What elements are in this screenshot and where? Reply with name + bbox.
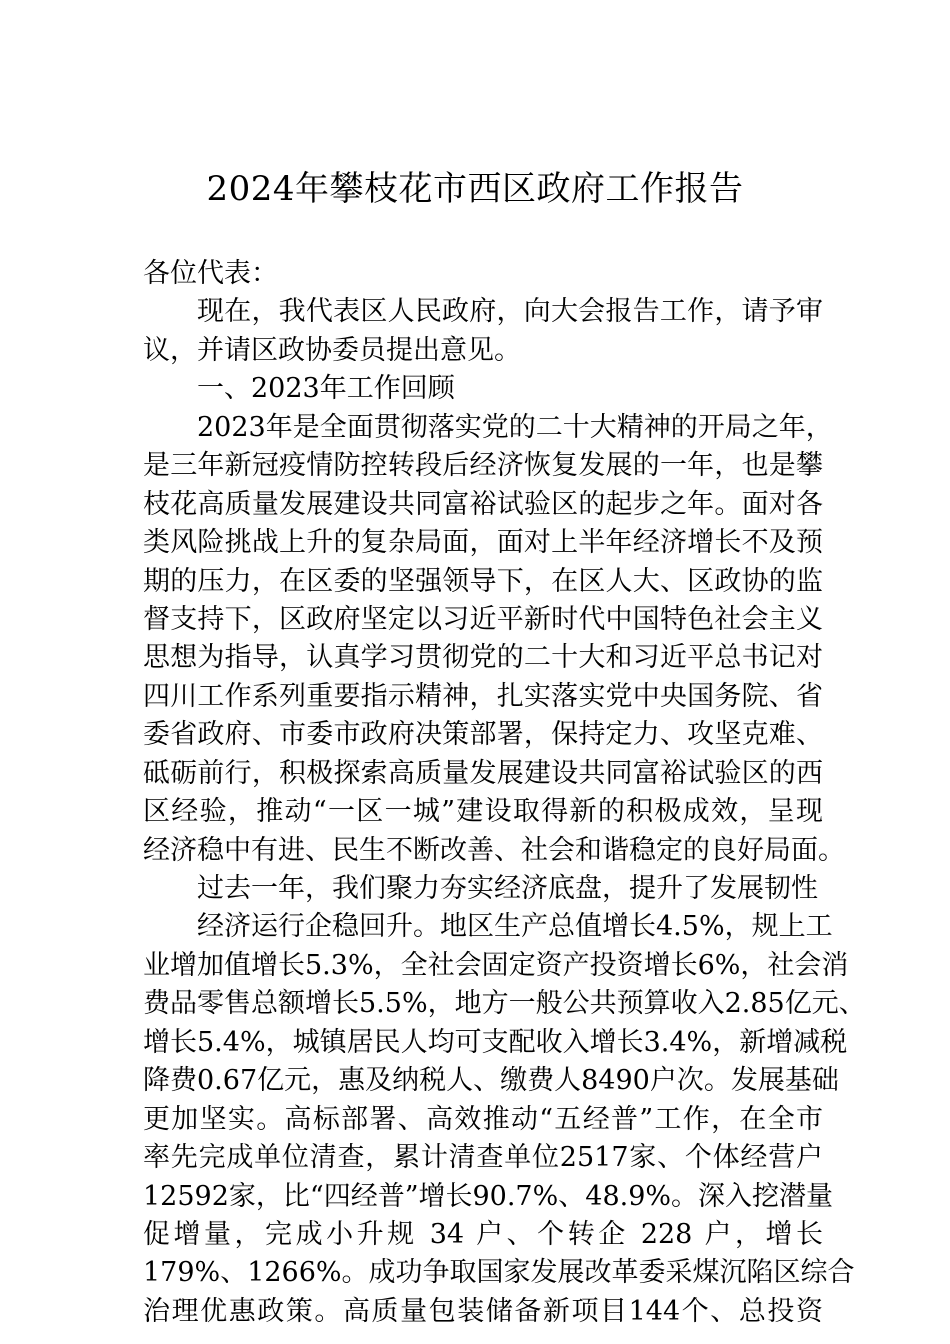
text-line: 降费0.67亿元，惠及纳税人、缴费人8490户次。发展基础 — [143, 1065, 839, 1097]
text-line: 区经验，推动“一区一城”建设取得新的积极成效，呈现 — [143, 796, 823, 828]
text-line: 各位代表： — [143, 258, 278, 289]
text-line: 督支持下，区政府坚定以习近平新时代中国特色社会主义 — [143, 603, 823, 635]
text-line: 治理优惠政策。高质量包装储备新项目144个、总投资 — [143, 1295, 823, 1327]
text-line: 现在，我代表区人民政府，向大会报告工作，请予审 — [197, 296, 823, 328]
text-line: 经济运行企稳回升。地区生产总值增长4.5%，规上工 — [197, 911, 833, 943]
text-line: 期的压力，在区委的坚强领导下，在区人大、区政协的监 — [143, 565, 823, 597]
text-line: 枝花高质量发展建设共同富裕试验区的起步之年。面对各 — [143, 488, 823, 520]
text-line: 类风险挑战上升的复杂局面，面对上半年经济增长不及预 — [143, 527, 823, 559]
text-line: 经济稳中有进、民生不断改善、社会和谐稳定的良好局面。 — [143, 834, 845, 866]
text-line: 议，并请区政协委员提出意见。 — [143, 334, 521, 366]
text-line: 12592家，比“四经普”增长90.7%、48.9%。深入挖潜量 — [143, 1180, 834, 1212]
text-line: 思想为指导，认真学习贯彻党的二十大和习近平总书记对 — [143, 642, 823, 674]
text-line: 促增量，完成小升规 34 户、个转企 228 户，增长 — [143, 1218, 823, 1250]
document-title: 2024年攀枝花市西区政府工作报告 — [206, 169, 744, 209]
document-body — [143, 255, 866, 1331]
text-line: 增长5.4%，城镇居民人均可支配收入增长3.4%，新增减税 — [143, 1026, 848, 1058]
text-line: 率先完成单位清查，累计清查单位2517家、个体经营户 — [143, 1142, 823, 1174]
text-line: 是三年新冠疫情防控转段后经济恢复发展的一年，也是攀 — [143, 450, 823, 482]
text-line: 过去一年，我们聚力夯实经济底盘，提升了发展韧性 — [197, 873, 818, 904]
text-line: 四川工作系列重要指示精神，扎实落实党中央国务院、省 — [143, 680, 823, 712]
text-line: 2023年是全面贯彻落实党的二十大精神的开局之年， — [197, 411, 833, 443]
text-line: 费品零售总额增长5.5%，地方一般公共预算收入2.85亿元、 — [143, 988, 866, 1020]
text-line: 委省政府、市委市政府决策部署，保持定力、攻坚克难、 — [143, 719, 823, 751]
text-line: 砥砺前行，积极探索高质量发展建设共同富裕试验区的西 — [143, 757, 823, 789]
text-line: 一、2023年工作回顾 — [197, 373, 455, 405]
text-line: 179%、1266%。成功争取国家发展改革委采煤沉陷区综合 — [143, 1257, 855, 1289]
text-line: 业增加值增长5.3%，全社会固定资产投资增长6%，社会消 — [143, 949, 849, 981]
text-line: 更加坚实。高标部署、高效推动“五经普”工作，在全市 — [143, 1103, 823, 1135]
